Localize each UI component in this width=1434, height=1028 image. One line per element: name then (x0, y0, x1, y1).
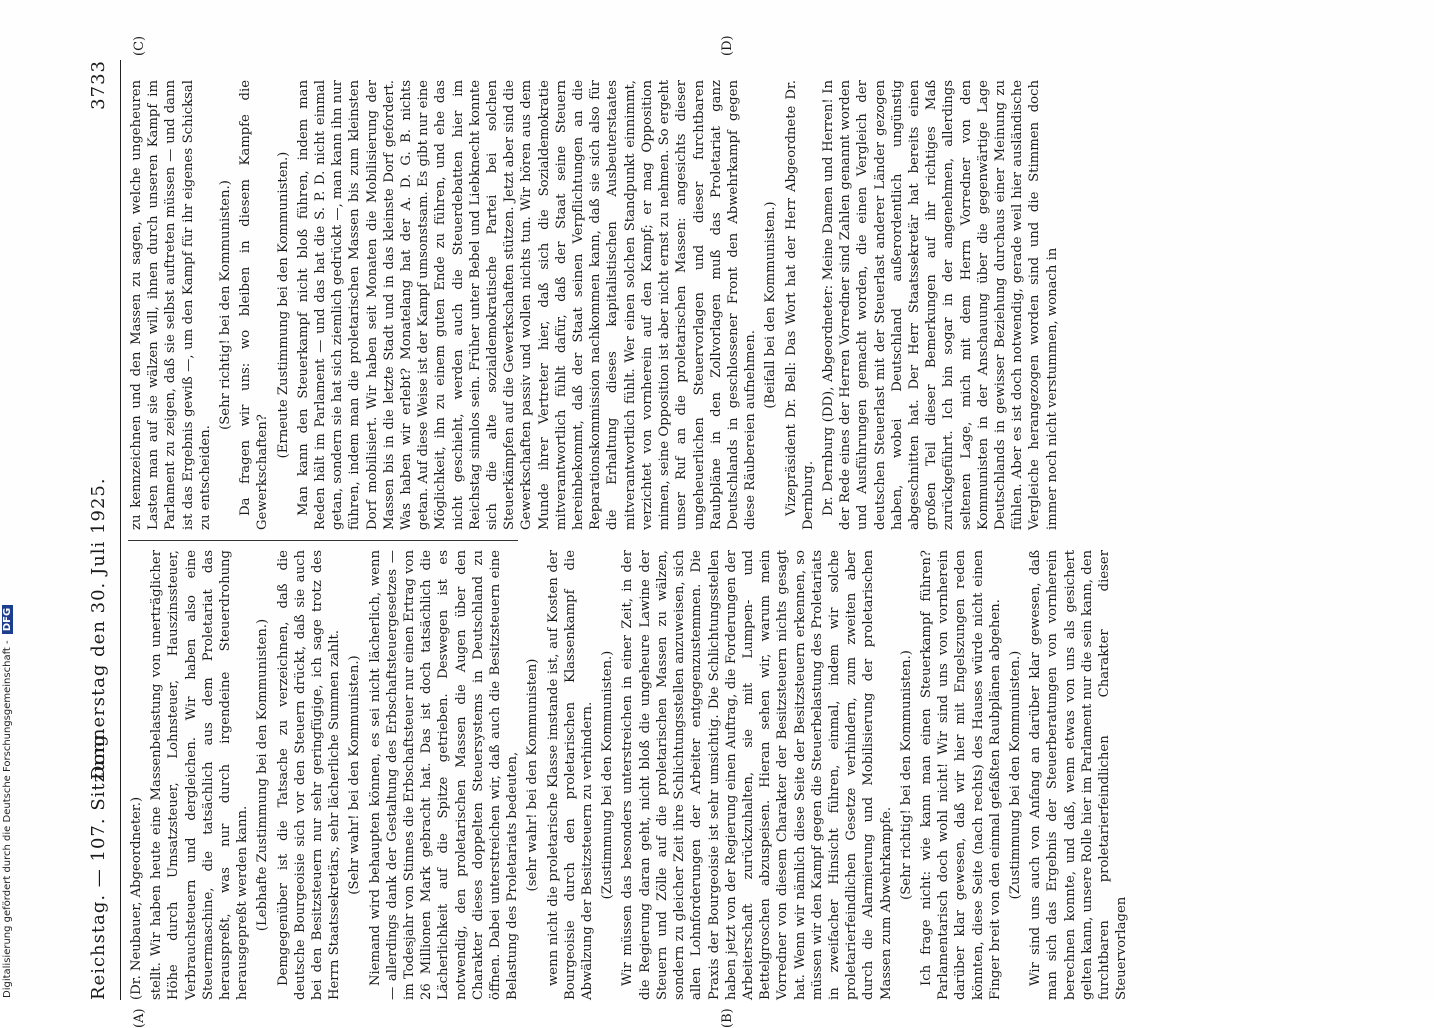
page-header (80, 60, 121, 1000)
header-date: Donnerstag den 30. Juli 1925. (88, 477, 109, 780)
interjection: (Zustimmung bei den Kommunisten.) (1007, 650, 1023, 900)
paragraph: Wir müssen das besonders unterstreichen in einer Zeit, in der die Regierung daran geht, nicht bloß die ungeheure Lawine der Steuern und Zölle auf die proletarischen Massen zu wälzen, sondern zu gleicher Zeit ihre Schlichtungsstellen anzuweisen, sich allen Lohnforderungen der Arbeiter entgegenzustemmen. Die Praxis der Bourgeoisie ist sehr umsichtig. Die Schlichtungsstellen haben jetzt von der Regierung einen Auftrag, die Forderungen der Arbeiterschaft zurückzuhalten, sie mit Lumpen- und Bettelgroschen abzuspeisen. Hieran sehen wir, warum mein Vorredner von diesem Charakter der Besitzsteuern nichts gesagt hat. Wenn wir nämlich diese Seite der Besitzsteuern erkennen, so müssen wir den Kampf gegen die Steuerbelastung des Proletariats in zweifacher Hinsicht führen, einmal, indem wir solche proletarierfeindlichen Gesetze verhindern, zum zweiten aber durch die Alarmierung und Mobilisierung der proletarischen Massen zum Abwehrkampfe. (620, 550, 894, 1000)
interjection: (Zustimmung bei den Kommunisten.) (600, 650, 616, 900)
right-column (128, 80, 1064, 530)
interjection: (Lebhafte Zustimmung bei den Kommunisten.) (255, 618, 271, 932)
column-divider (128, 540, 518, 541)
paragraph: wenn nicht die proletarische Klasse imstande ist, auf Kosten der Bourgeoisie durch den proletarischen Klassenkampf die Abwälzung der Besitzsteuern zu verhindern. (545, 550, 596, 1000)
interjection: (Beifall bei den Kommunisten.) (763, 201, 779, 409)
paragraph: stellt. Wir haben heute eine Massenbelastung von unerträglicher Höhe durch Umsatzsteuer, Lohnsteuer, Hauszinssteuer, Verbrauchsteuern und dergleichen. Wir haben also eine Steuermaschine, die tatsächlich aus dem Proletariat das herauspreßt, was nur durch irgendeine Steuerdrohung herausgepreßt werden kann. (149, 550, 251, 1000)
header-title: Reichstag. — 107. Sitzung. (88, 727, 109, 1000)
left-column (128, 550, 1133, 1000)
margin-mark-b: (B) (720, 1008, 735, 1028)
credit-text: Digitalisierung gefördert durch die Deutsche Forschungsgemeinschaft - (2, 640, 13, 998)
paragraph: Man kann den Steuerkampf nicht bloß führen, indem man Reden hält im Parlament — und das hat die S. P. D. nicht einmal getan, sondern sie hat sich ziemlich gedrückt —, man kann ihn nur führen, indem man die proletarischen Massen bis zum kleinsten Dorf mobilisiert. Wir haben seit Monaten die Mobilisierung der Massen bis in die letzte Stadt und in das kleinste Dorf gefordert. Was haben wir erlebt? Monatelang hat der A. D. G. B. nichts getan. Auf diese Weise ist der Kampf umsonstsam. Es gibt nur eine Möglichkeit, ihn zu einem guten Ende zu führen, und ehe das nicht geschieht, werden auch die Steuerdebatten hier im Reichstag sinnlos sein. Früher unter Bebel und Liebknecht konnte sich die alte sozialdemokratische Partei bei solchen Steuerkämpfen auf die Gewerkschaften stützen. Jetzt aber sind die Gewerkschaften passiv und wollen nichts tun. Wir hören aus dem Munde ihrer Vertreter hier, daß sich die Sozialdemokratie mitverantwortlich fühlt dafür, daß der Staat seine Steuern hereinbekommt, daß der Staat seinen Verpflichtungen an die Reparationskommission nachkommen kann, daß sie sich also für die Erhaltung dieses kapitalistischen Ausbeuterstaates mitverantwortlich fühlt. Wer einen solchen Standpunkt einnimmt, verzichtet von vornherein auf den Kampf; er mag Opposition mimen, seine Opposition ist aber nicht ernst zu nehmen. So ergeht unser Ruf an die proletarischen Massen: angesichts dieser ungeheuerlichen Steuervorlagen und dieser furchtbaren Raubpläne in den Zollvorlagen muß das Proletariat ganz Deutschlands in geschlossener Front den Abwehrkampf gegen diese Räubereien aufnehmen. (295, 80, 759, 530)
margin-mark-a: (A) (132, 1008, 147, 1028)
paragraph: Wir sind uns auch von Anfang an darüber klar gewesen, daß man sich das Ergebnis der Steuerberatungen von vornherein berechnen konnte, und daß, wenn etwas von uns als gesichert gelten kann, unsere Rolle hier im Parlament nur die sein kann, den furchtbaren proletarierfeindlichen Charakter dieser Steuervorlagen (1028, 550, 1130, 1000)
interjection: (Sehr richtig! bei den Kommunisten.) (218, 180, 234, 430)
interjection: (Sehr wahr! bei den Kommunisten.) (347, 655, 363, 895)
paragraph: Ich frage nicht: wie kann man einen Steuerkampf führen? Parlamentarisch doch wohl nicht! Wir sind uns von vornherein darüber klar gewesen, daß wir hier mit Engelszungen reden könnten, diese Seite (nach rechts) des Hauses würde nicht einen Finger breit von den einmal gefaßten Raubplänen abgehen. (918, 550, 1003, 1000)
paragraph: Vizepräsident Dr. Bell: Das Wort hat der Herr Abgeordnete Dr. Dernburg. (783, 80, 816, 530)
paragraph: Demgegenüber ist die Tatsache zu verzeichnen, daß die deutsche Bourgeoisie sich vor den Steuern drückt, daß sie auch bei den Besitzsteuern nur sehr geringfügige, ich sage trotz des Herrn Staatssekretärs, sehr lächerliche Summen zahlt. (275, 550, 343, 1000)
interjection: (sehr wahr! bei den Kommunisten) (525, 658, 541, 892)
margin-mark-d: (D) (720, 35, 735, 56)
paragraph: Niemand wird behaupten können, es sei nicht lächerlich, wenn — allerdings dank der Gestaltung des Erbschaftsteuergesetzes — im Todesjahr von Stinnes die Erbschaftsteuer nur einen Ertrag von 26 Millionen Mark gebracht hat. Das ist doch tatsächlich die Lächerlichkeit auf die Spitze getrieben. Deswegen ist es notwendig, den proletarischen Massen die Augen über den Charakter dieses doppelten Steuersystems in Deutschland zu öffnen. Dabei unterstreichen wir, daß auch die Besitzsteuern eine Belastung des Proletariats bedeuten, (367, 550, 521, 1000)
interjection: (Erneute Zustimmung bei den Kommunisten.) (275, 151, 291, 459)
reichstag-page (80, 35, 1410, 1028)
margin-mark-c: (C) (132, 35, 147, 56)
paragraph: Dr. Dernburg (DD), Abgeordneter: Meine Damen und Herren! In der Rede eines der Herren Vorredner sind Zahlen genannt worden und Ausführungen gemacht worden, die einen Vergleich der deutschen Steuerlast mit der Steuerlast anderer Länder gezogen haben, wobei Deutschland außerordentlich ungünstig abgeschnitten hat. Der Herr Staatssekretär hat bereits einen großen Teil dieser Bemerkungen auf ihr richtiges Maß zurückgeführt. Ich bin sogar in der angenehmen, allerdings seltenen Lage, mich mit dem Herrn Vorredner von den Kommunisten in der Anschauung über die gegenwärtige Lage Deutschlands in gewisser Beziehung durchaus einer Meinung zu fühlen. Aber es ist doch notwendig, gerade weil hier ausländische Vergleiche herangezogen worden sind und die Stimmen doch immer noch nicht verstummen, wonach in (820, 80, 1060, 530)
paragraph: Da fragen wir uns: wo bleiben in diesem Kampfe die Gewerkschaften? (238, 80, 271, 530)
paragraph: (Dr. Neubauer, Abgeordneter.) (129, 796, 144, 1000)
digitization-credit (2, 605, 13, 998)
page-number: 3733 (88, 60, 109, 110)
interjection: (Sehr richtig! bei den Kommunisten.) (898, 650, 914, 900)
dfg-logo: DFG (2, 605, 13, 634)
paragraph: zu kennzeichnen und den Massen zu sagen, welche ungeheuren Lasten man auf sie wälzen will, ihnen durch unseren Kampf im Parlament zu zeigen, daß sie selbst auftreten müssen — und dann ist das Ergebnis gewiß —, um den Kampf für ihr eigenes Schicksal zu entscheiden. (129, 80, 213, 530)
